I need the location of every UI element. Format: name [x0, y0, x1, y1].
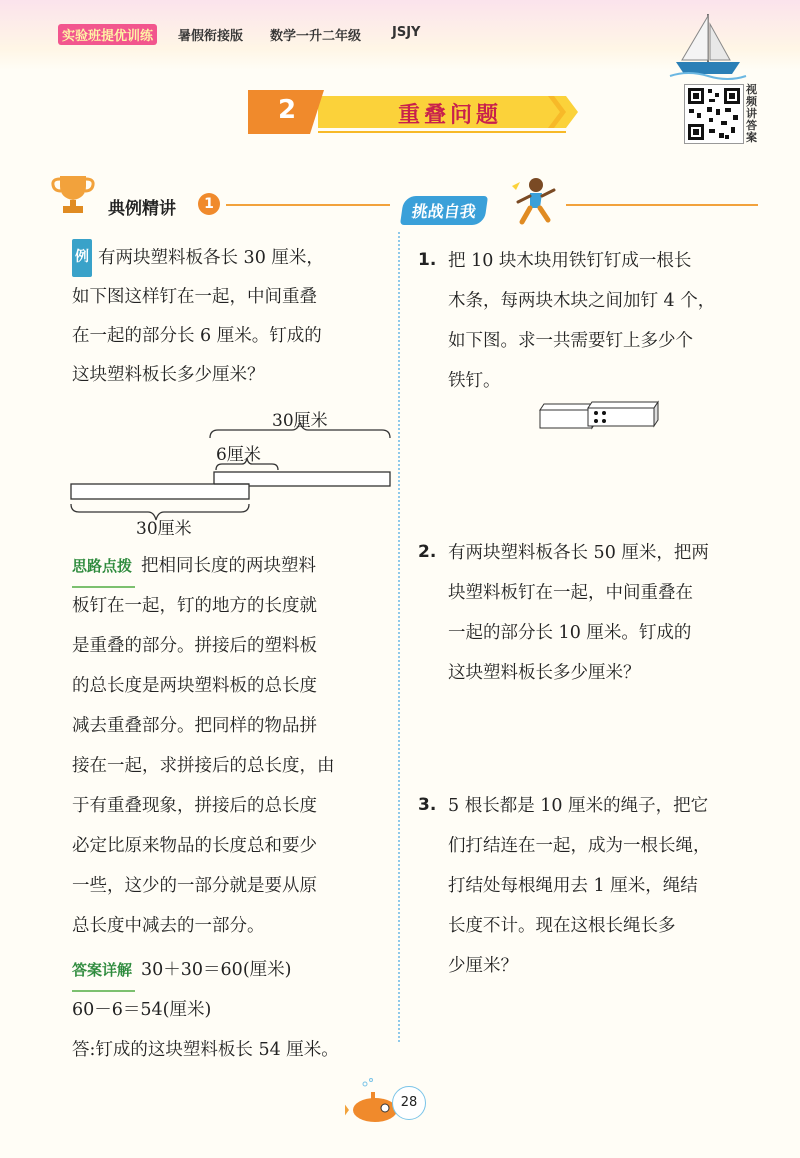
question-2-number: 2.	[418, 542, 437, 562]
column-divider	[398, 232, 400, 1042]
question-2-line-1: 有两块塑料板各长 50 厘米，把两	[448, 543, 709, 563]
edition-label: 暑假衔接版	[178, 29, 244, 44]
question-3-line-5: 少厘米？	[448, 956, 518, 976]
question-3-number: 3.	[418, 795, 437, 815]
subject-label: 数学一升二年级	[270, 29, 362, 44]
qr-code-icon	[684, 84, 744, 144]
example-section-label: 典例精讲	[108, 199, 176, 219]
question-2-line-4: 这块塑料板长多少厘米？	[448, 663, 641, 683]
diagram-top-label: 30厘米	[272, 411, 328, 431]
example-line-4: 这块塑料板长多少厘米？	[72, 365, 265, 385]
example-text: 有两块塑料板各长 30 厘米，	[98, 248, 324, 268]
challenge-label: 挑战自我	[400, 196, 488, 225]
example-line-1	[72, 240, 392, 279]
wood-blocks-diagram	[536, 400, 662, 436]
question-1-line-3: 如下图。求一共需要钉上多少个	[448, 331, 693, 351]
hint-line-1	[72, 548, 392, 588]
answer-line-1	[72, 952, 392, 992]
question-3-line-2: 们打结连在一起，成为一根长绳，	[448, 836, 711, 856]
question-1-line-4: 铁钉。	[448, 371, 501, 391]
hint-line-6: 接在一起，求拼接后的总长度，由	[72, 756, 335, 776]
version-label: JSJY	[392, 25, 421, 40]
hint-text: 把相同长度的两块塑料	[141, 556, 317, 576]
hint-line-10: 总长度中减去的一部分。	[72, 916, 265, 936]
trophy-icon	[50, 172, 96, 216]
question-1-line-1: 把 10 块木块用铁钉钉成一根长	[448, 251, 692, 271]
example-tag: 例	[72, 239, 92, 277]
answer-line-3: 答:钉成的这块塑料板长 54 厘米。	[72, 1040, 339, 1060]
hint-line-2: 板钉在一起，钉的地方的长度就	[72, 596, 317, 616]
example-line-3: 在一起的部分长 6 厘米。钉成的	[72, 326, 322, 346]
hint-line-8: 必定比原来物品的长度总和要少	[72, 836, 317, 856]
answer-line-2: 60－6＝54(厘米)	[72, 1000, 212, 1020]
hint-line-5: 减去重叠部分。把同样的物品拼	[72, 716, 317, 736]
overlap-diagram	[66, 404, 396, 538]
sailboat-icon	[668, 10, 748, 80]
diagram-overlap-label: 6厘米	[216, 445, 261, 465]
question-2-line-2: 块塑料板钉在一起，中间重叠在	[448, 583, 693, 603]
page-number: 28	[392, 1086, 426, 1120]
answer-text: 30＋30＝60(厘米)	[141, 960, 292, 980]
section-rule-right	[566, 204, 758, 206]
hint-line-9: 一些，这少的一部分就是要从原	[72, 876, 317, 896]
question-3-line-4: 长度不计。现在这根长绳长多	[448, 916, 676, 936]
hint-line-7: 于有重叠现象，拼接后的总长度	[72, 796, 317, 816]
example-line-2: 如下图这样钉在一起，中间重叠	[72, 287, 317, 307]
question-1-number: 1.	[418, 250, 437, 270]
hint-line-4: 的总长度是两块塑料板的总长度	[72, 676, 317, 696]
question-3-line-3: 打结处每根绳用去 1 厘米，绳结	[448, 876, 698, 896]
section-rule-left	[226, 204, 390, 206]
answer-tag: 答案详解	[72, 952, 135, 992]
question-2-line-3: 一起的部分长 10 厘米。钉成的	[448, 623, 692, 643]
diagram-bottom-label: 30厘米	[136, 519, 192, 539]
hint-tag: 思路点拨	[72, 548, 135, 588]
question-1-line-2: 木条，每两块木块之间加钉 4 个，	[448, 291, 716, 311]
example-section-number: 1	[198, 193, 220, 215]
runner-icon	[510, 176, 560, 228]
brand-label: 实验班提优训练	[58, 24, 157, 45]
qr-label: 视频讲答案	[746, 83, 757, 144]
section-title: 重叠问题	[397, 103, 502, 128]
section-number: 2	[277, 95, 297, 125]
question-3-line-1: 5 根长都是 10 厘米的绳子，把它	[448, 796, 709, 816]
hint-line-3: 是重叠的部分。拼接后的塑料板	[72, 636, 317, 656]
